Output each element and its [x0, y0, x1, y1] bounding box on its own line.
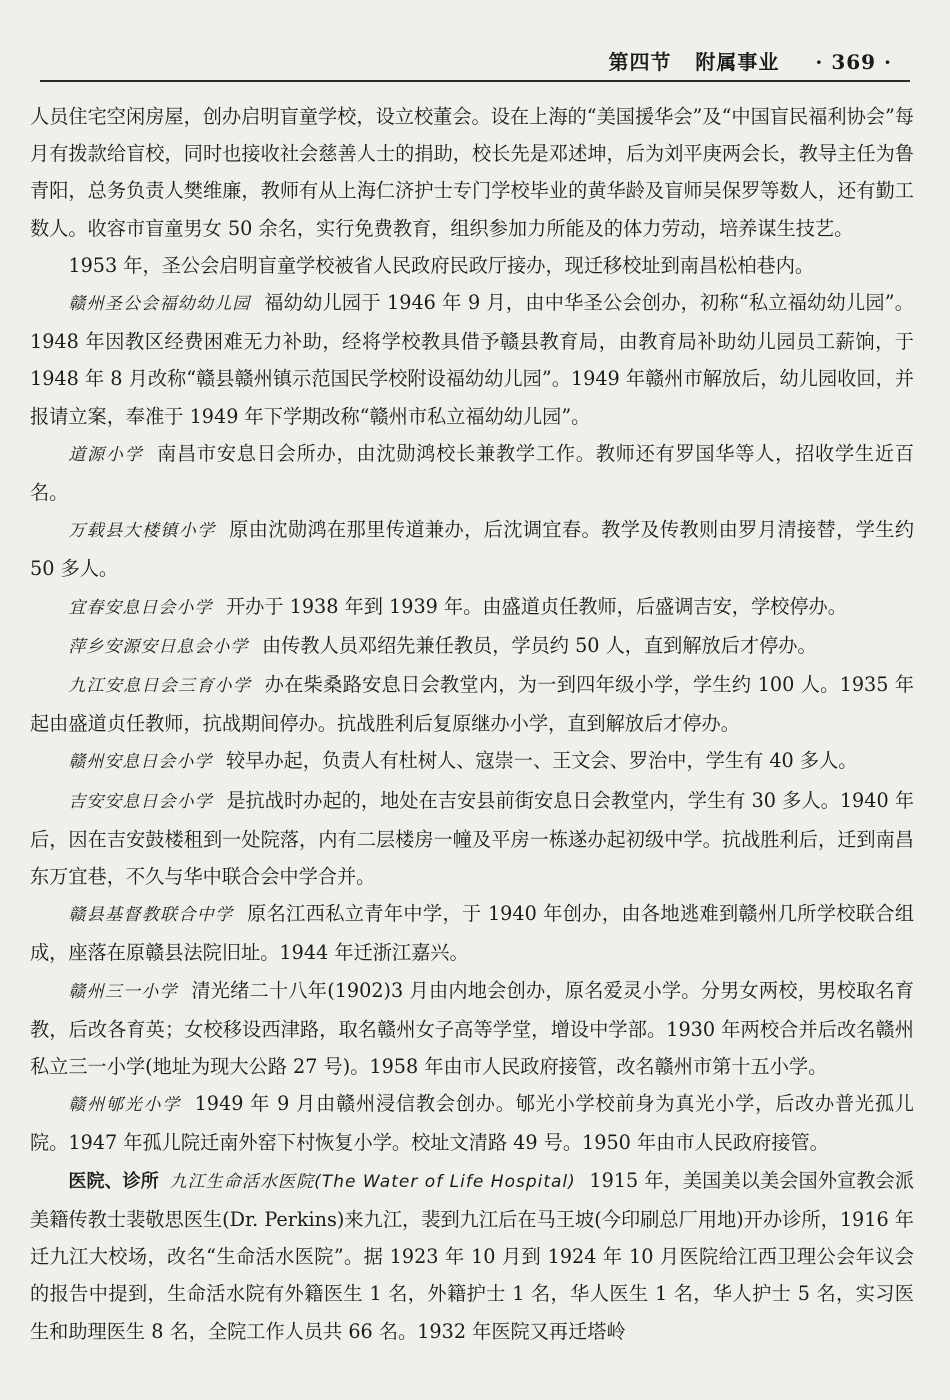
paragraph-text: 福幼幼儿园于 1946 年 9 月，由中华圣公会创办，初称“私立福幼幼儿园”。1948 年因教区经费困难无力补助，经将学校教具借予赣县教育局，由教育局补助幼儿园员工薪饷，于 1948 年 8 月改称“赣县赣州镇示范国民学校附设福幼幼儿园”。1949 年赣州市解放后，幼儿园收回，并报请立案，奉准于 1949 年下学期改称“赣州市私立福幼幼儿园”。 — [30, 291, 914, 428]
entry-name: 赣州三一小学 — [68, 981, 178, 1002]
header-right — [608, 46, 892, 75]
entry-name: 赣州圣公会福幼幼儿园 — [68, 294, 251, 315]
entry-name: 道源小学 — [68, 444, 144, 465]
section-heading: 医院、诊所 — [68, 1170, 159, 1192]
entry-name: 赣州郇光小学 — [68, 1095, 181, 1116]
paragraph-text: 是抗战时办起的，地处在吉安县前街安息日会教堂内，学生有 30 多人。1940 年后，因在吉安鼓楼租到一处院落，内有二层楼房一幢及平房一栋遂办起初级中学。抗战胜利后，迁到南昌东万宜巷，不久与华中联合会中学合并。 — [30, 788, 915, 889]
paragraph-text: 南昌市安息日会所办，由沈勋鸿校长兼教学工作。教师还有罗国华等人，招收学生近百名。 — [30, 441, 915, 505]
header-section: 第四节 — [608, 50, 672, 74]
entry-name: 九江安息日会三育小学 — [68, 676, 252, 697]
entry-name: 萍乡安源安日息会小学 — [68, 636, 249, 657]
paragraph — [30, 247, 914, 284]
paragraph-text: 开办于 1938 年到 1939 年。由盛道贞任教师，后盛调吉安，学校停办。 — [225, 594, 847, 618]
paragraph — [30, 435, 914, 511]
hospital-paragraph — [30, 1162, 914, 1350]
paragraph — [30, 98, 914, 247]
entry-name: 九江生命活水医院(The Water of Life Hospital) — [169, 1171, 576, 1192]
paragraph-text: 清光绪二十八年(1902)3 月由内地会创办，原名爱灵小学。分男女两校，男校取名育教，后改各育英；女校移设西津路，取名赣州女子高等学堂，增设中学部。1930 年两校合并后改名赣州私立三一小学(地址为现大公路 27 号)。1958 年由市人民政府接管，改名赣州市第十五小学。 — [30, 978, 915, 1079]
paragraph — [30, 742, 914, 781]
paragraph-text: 较早办起，负责人有杜树人、寇崇一、王文会、罗治中，学生有 40 多人。 — [225, 749, 858, 773]
paragraph — [30, 666, 914, 742]
paragraph-text: 1949 年 9 月由赣州浸信教会创办。郇光小学校前身为真光小学，后改办普光孤儿院。1947 年孤儿院迁南外窑下村恢复小学。校址文清路 49 号。1950 年由市人民政府接管。 — [30, 1092, 914, 1155]
entry-name: 吉安安息日会小学 — [68, 791, 213, 812]
paragraph — [30, 511, 914, 587]
entry-name: 赣县基督教联合中学 — [68, 905, 234, 926]
paragraph — [30, 1085, 914, 1161]
paragraph — [30, 588, 914, 627]
paragraph-text: 人员住宅空闲房屋，创办启明盲童学校，设立校董会。设在上海的“美国援华会”及“中国盲民福利协会”每月有拨款给盲校，同时也接收社会慈善人士的捐助，校长先是邓述坤，后为刘平庚两会长，教导主任为鲁青阳，总务负责人樊维廉，教师有从上海仁济护士专门学校毕业的黄华龄及盲师吴保罗等数人，还有勤工数人。收容市盲童男女 50 余名，实行免费教育，组织参加力所能及的体力劳动，培养谋生技艺。 — [30, 105, 914, 240]
entry-name: 宜春安息日会小学 — [68, 597, 213, 618]
paragraph — [30, 782, 914, 896]
paragraph-text: 由传教人员邓绍先兼任教员，学员约 50 人，直到解放后才停办。 — [261, 633, 817, 657]
paragraph-text: 1915 年，美国美以美会国外宣教会派美籍传教士裴敬思医生(Dr. Perkins)来九江，裴到九江后在马王坡(今印刷总厂用地)开办诊所，1916 年迁九江大校场，改名“生命活水医院”。据 1923 年 10 月到 1924 年 10 月医院给江西卫理公会年议会的报告中提到，生命活水院有外籍医生 1 名，外籍护士 1 名，华人医生 1 名，华人护士 5 名，实习医生和助理医生 8 名，全院工作人员共 66 名。1932 年医院又再迁塔岭 — [30, 1168, 915, 1343]
paragraph-text: 1953 年，圣公会启明盲童学校被省人民政府民政厅接办，现迁移校址到南昌松柏巷内。 — [68, 253, 815, 277]
paragraph-text: 原由沈勋鸿在那里传道兼办，后沈调宜春。教学及传教则由罗月清接替，学生约 50 多人。 — [30, 518, 915, 581]
paragraph — [30, 284, 914, 435]
paragraph — [30, 627, 914, 666]
header-title: 附属事业 — [695, 50, 780, 74]
paragraph-text: 原名江西私立青年中学，于 1940 年创办，由各地逃难到赣州几所学校联合组成，座落在原赣县法院旧址。1944 年迁浙江嘉兴。 — [30, 902, 915, 965]
paragraph — [30, 895, 914, 971]
paragraph-text: 办在柴桑路安息日会教堂内，为一到四年级小学，学生约 100 人。1935 年起由盛道贞任教师，抗战期间停办。抗战胜利后复原继办小学，直到解放后才停办。 — [30, 673, 915, 736]
page-number: · 369 · — [815, 50, 892, 74]
entry-name: 赣州安息日会小学 — [68, 752, 213, 773]
body-text — [30, 98, 914, 1350]
entry-name: 万载县大楼镇小学 — [68, 521, 216, 542]
running-header — [40, 44, 910, 82]
paragraph — [30, 972, 914, 1086]
